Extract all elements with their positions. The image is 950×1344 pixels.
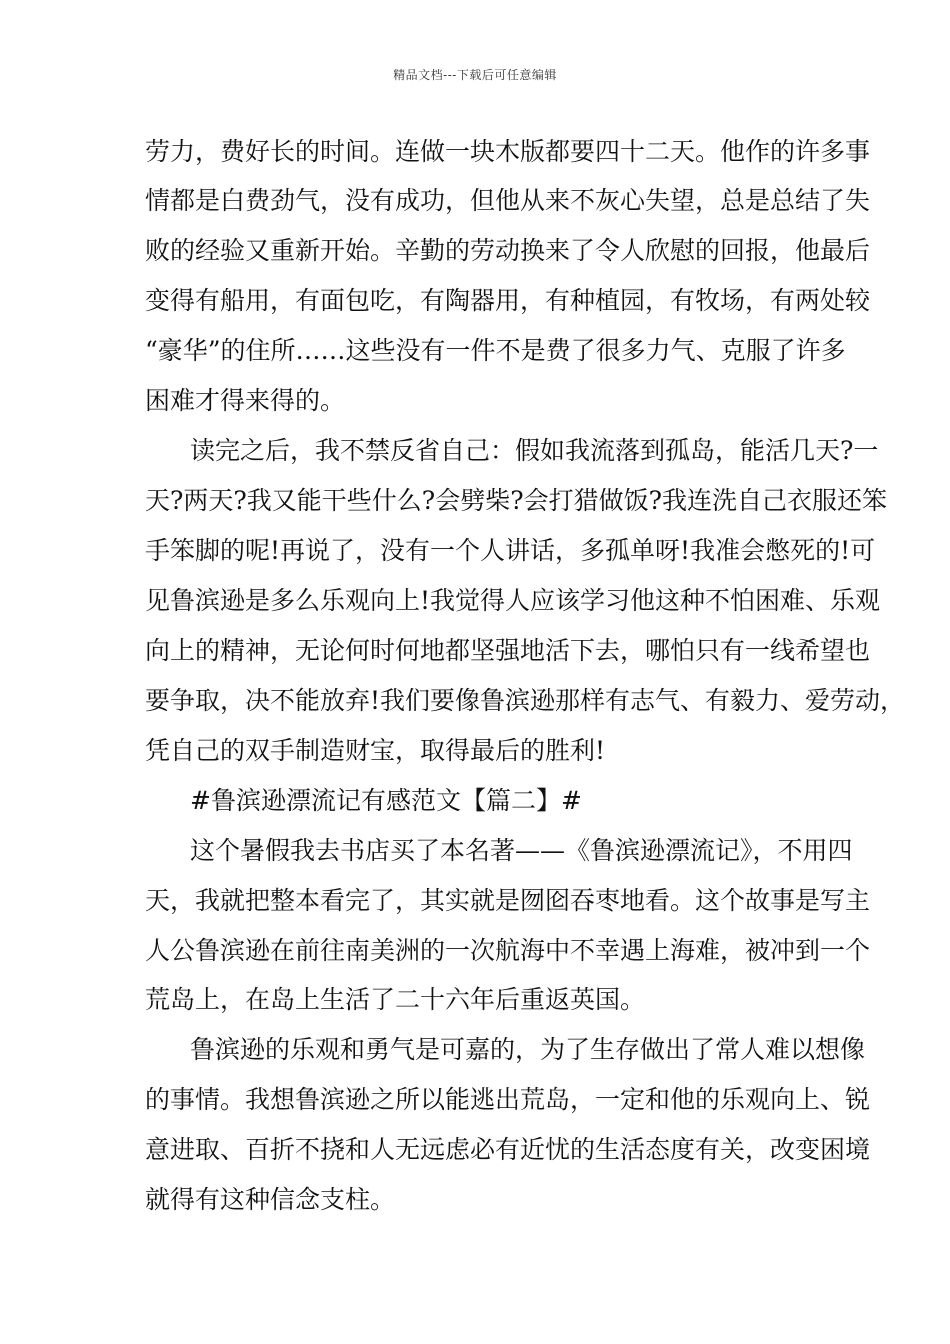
text-line: 向上的精神，无论何时何地都坚强地活下去，哪怕只有一线希望也	[145, 636, 871, 665]
text-line: 凭自己的双手制造财宝，取得最后的胜利!	[145, 736, 606, 765]
text-line: 要争取，决不能放弃!我们要像鲁滨逊那样有志气、有毅力、爱劳动，	[145, 686, 906, 715]
text-line: 就得有这种信念支柱。	[145, 1185, 396, 1214]
text-line: 的事情。我想鲁滨逊之所以能逃出荒岛，一定和他的乐观向上、锐	[145, 1085, 871, 1114]
text-line: 人公鲁滨逊在前往南美洲的一次航海中不幸遇上海难，被冲到一个	[145, 936, 871, 965]
text-line: 意进取、百折不挠和人无远虑必有近忧的生活态度有关，改变困境	[145, 1135, 871, 1164]
section-heading: #鲁滨逊漂流记有感范文【篇二】#	[190, 786, 582, 815]
page-header: 精品文档---下载后可任意编辑	[393, 68, 557, 82]
text-line: 读完之后，我不禁反省自己：假如我流落到孤岛，能活几天?一	[190, 436, 879, 465]
text-line: 天，我就把整本看完了，其实就是囫囵吞枣地看。这个故事是写主	[145, 886, 871, 915]
text-line: 败的经验又重新开始。辛勤的劳动换来了令人欣慰的回报，他最后	[145, 236, 871, 265]
text-line: 这个暑假我去书店买了本名著——《鲁滨逊漂流记》，不用四	[190, 836, 853, 865]
text-line: 天?两天?我又能干些什么?会劈柴?会打猎做饭?我连洗自己衣服还笨	[145, 486, 888, 515]
text-line: 情都是白费劲气，没有成功，但他从来不灰心失望，总是总结了失	[145, 186, 871, 215]
text-line: 见鲁滨逊是多么乐观向上!我觉得人应该学习他这种不怕困难、乐观	[145, 586, 881, 615]
text-line: 困难才得来得的。	[145, 386, 346, 415]
text-line: “豪华”的住所……这些没有一件不是费了很多力气、克服了许多	[145, 336, 846, 365]
text-line: 鲁滨逊的乐观和勇气是可嘉的，为了生存做出了常人难以想像	[190, 1035, 866, 1064]
text-line: 荒岛上，在岛上生活了二十六年后重返英国。	[145, 985, 646, 1014]
text-line: 劳力，费好长的时间。连做一块木版都要四十二天。他作的许多事	[145, 137, 871, 166]
text-line: 变得有船用，有面包吃，有陶器用，有种植园，有牧场，有两处较	[145, 286, 871, 315]
text-line: 手笨脚的呢!再说了，没有一个人讲话，多孤单呀!我准会憋死的!可	[145, 536, 876, 565]
